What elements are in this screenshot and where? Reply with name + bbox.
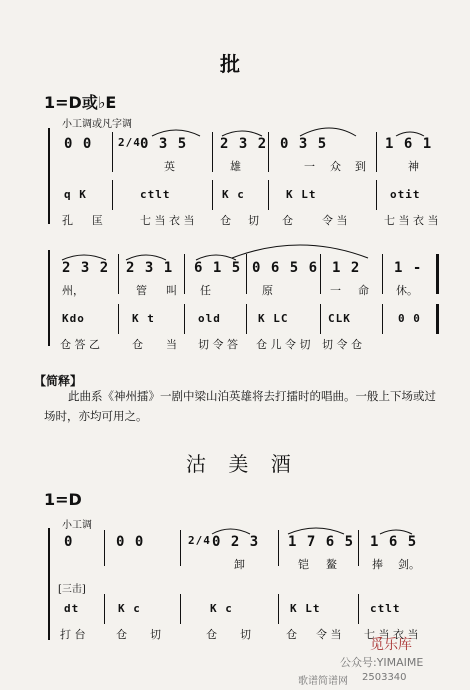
percussion-measure: K LC [258, 312, 289, 325]
percussion-syllable: 切 令 仓 [322, 338, 362, 351]
percussion-syllable: 仓 答 乙 [60, 338, 100, 351]
percussion-syllable: 仓 [286, 628, 297, 641]
percussion-syllable: 七 当 衣 当 [364, 628, 419, 641]
notes-measure: 0 3 5 [280, 136, 328, 152]
percussion-measure: CLK [328, 312, 351, 325]
time-signature: 2/4 [118, 136, 141, 149]
notes-measure: 1 6 1 [385, 136, 433, 152]
notes-measure: 2 3 2 [62, 260, 110, 276]
slur [396, 132, 424, 136]
notes-measure: 0 2 3 [212, 534, 260, 550]
percussion-syllable: 仓 儿 令 切 [256, 338, 311, 351]
watermark-site: 歌谱简谱网 [298, 676, 348, 687]
piece2-mode: 小工调 [62, 520, 92, 531]
lyric: 到 [355, 160, 366, 173]
lyric: 一 [330, 284, 341, 297]
watermark-logo: 觅乐库 [370, 637, 412, 653]
percussion-syllable: 仓 [282, 214, 293, 227]
percussion-measure: otit [390, 188, 421, 201]
lyric: 捧 [372, 558, 383, 571]
percussion-label: [三击] [58, 584, 86, 595]
lyric: 卸 [234, 558, 245, 571]
percussion-syllable: 仓 [132, 338, 143, 351]
annotation-text: 此曲系《神州擂》一剧中梁山泊英雄将去打擂时的唱曲。一般上下场或过场时，亦均可用之。 [44, 389, 436, 423]
percussion-measure: ctlt [370, 602, 401, 615]
slur [300, 128, 356, 136]
percussion-measure: K c [118, 602, 141, 615]
percussion-syllable: 仓 [220, 214, 231, 227]
watermark-id: 2503340 [362, 672, 407, 683]
slur [232, 245, 368, 258]
percussion-syllable: 切 [240, 628, 251, 641]
piece1-title: 批 [220, 52, 244, 76]
slur [288, 528, 344, 534]
percussion-measure: K c [222, 188, 245, 201]
notes-measure: 1 - [394, 260, 423, 276]
percussion-syllable: 令 当 [322, 214, 348, 227]
percussion-measure: ctlt [140, 188, 171, 201]
slur [62, 255, 106, 260]
notes-measure: 6 1 5 [194, 260, 242, 276]
lyric: 叫 [166, 284, 177, 297]
notes-measure: 0 0 [64, 136, 93, 152]
percussion-syllable: 孔 [62, 214, 73, 227]
slur [222, 131, 262, 136]
percussion-syllable: 当 [166, 338, 177, 351]
lyric: 英 [164, 160, 175, 173]
lyric: 鳌 [326, 558, 337, 571]
percussion-syllable: 切 [150, 628, 161, 641]
lyric: 神 [408, 160, 419, 173]
percussion-measure: K c [210, 602, 233, 615]
piece2-key-signature: 1=D [44, 490, 82, 509]
slur [126, 255, 166, 260]
lyric: 命 [358, 284, 369, 297]
percussion-syllable: 七 当 衣 当 [140, 214, 195, 227]
percussion-measure: K t [132, 312, 155, 325]
lyric: 休。 [396, 284, 418, 297]
watermark-text: 公众号:YIMAIME [340, 656, 424, 669]
lyric: 雄 [230, 160, 241, 173]
lyric: 管 [136, 284, 147, 297]
notes-measure: 2 3 2 [220, 136, 268, 152]
notes-measure: 0 [64, 534, 74, 550]
slur [212, 529, 250, 534]
notes-measure: 0 3 5 [140, 136, 188, 152]
percussion-measure: Kdo [62, 312, 85, 325]
piece2-title: 沽 美 酒 [186, 452, 299, 476]
slur [196, 255, 236, 260]
slur [152, 130, 200, 136]
percussion-measure: old [198, 312, 221, 325]
notes-measure: 1 7 6 5 [288, 534, 355, 550]
percussion-measure: K Lt [290, 602, 321, 615]
notes-measure: 2 3 1 [126, 260, 174, 276]
percussion-measure: K Lt [286, 188, 317, 201]
lyric: 一 [304, 160, 315, 173]
percussion-measure: 0 0 [398, 312, 421, 325]
percussion-syllable: 七 当 衣 当 [384, 214, 439, 227]
percussion-syllable: 匡 [92, 214, 103, 227]
lyric: 原 [262, 284, 273, 297]
lyric: 任 [200, 284, 211, 297]
notes-measure: 0 0 [116, 534, 145, 550]
notes-measure: 1 6 5 [370, 534, 418, 550]
percussion-measure: dt [64, 602, 80, 615]
slur [380, 530, 412, 534]
time-signature: 2/4 [188, 534, 211, 547]
percussion-syllable: 仓 [206, 628, 217, 641]
notes-measure: 0 6 5 6 [252, 260, 319, 276]
notes-measure: 1 2 [332, 260, 361, 276]
piece1-mode: 小工调或凡字调 [62, 119, 132, 130]
percussion-syllable: 仓 [116, 628, 127, 641]
lyric: 剑。 [398, 558, 420, 571]
lyric: 州， [62, 284, 84, 297]
piece1-key-signature: 1=D或♭E [44, 93, 117, 112]
percussion-syllable: 切 令 答 [198, 338, 238, 351]
annotation-heading: 【简释】 [34, 374, 83, 388]
percussion-syllable: 令 当 [316, 628, 342, 641]
percussion-syllable: 打 台 [60, 628, 86, 641]
lyric: 铠 [298, 558, 309, 571]
lyric: 众 [330, 160, 341, 173]
percussion-measure: q K [64, 188, 87, 201]
percussion-syllable: 切 [248, 214, 259, 227]
